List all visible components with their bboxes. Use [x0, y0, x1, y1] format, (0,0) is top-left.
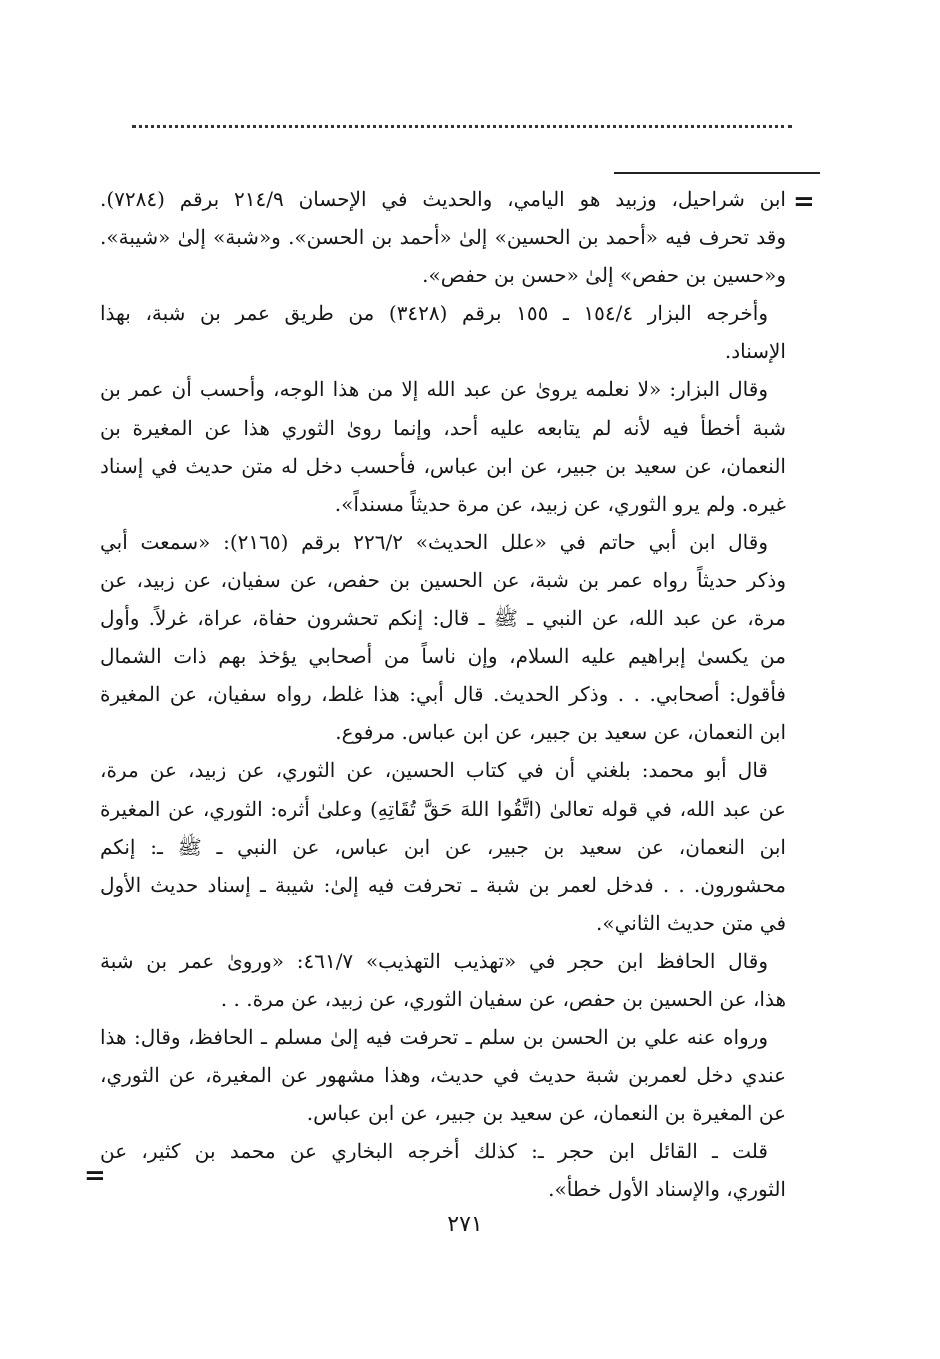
text-line: في متن حديث الثاني».	[596, 910, 786, 935]
text-line: النعمان، عن سعيد بن جبير، عن ابن عباس، فأحسب دخل له متن حديث في إسناد	[100, 453, 786, 478]
text-line: عندي دخل لعمربن شبة حديث في حديث، وهذا مشهور عن المغيرة، عن الثوري،	[100, 1063, 786, 1088]
text-line: عن المغيرة بن النعمان، عن سعيد بن جبير، عن ابن عباس.	[306, 1101, 786, 1126]
text-line: وقال الحافظ ابن حجر في «تهذيب التهذيب» ٤٦١/٧: «وروىٰ عمر بن شبة	[99, 948, 768, 973]
text-line: غيره. ولم يرو الثوري، عن زبيد، عن مرة حديثاً مسنداً».	[334, 491, 786, 516]
text-line: ورواه عنه علي بن الحسن بن سلم ـ تحرفت فيه إلىٰ مسلم ـ الحافظ، وقال: هذا	[99, 1025, 768, 1050]
footnote-paragraph	[100, 370, 786, 522]
text-line: شبة أخطأ فيه لأنه لم يتابعه عليه أحد، وإنما روىٰ الثوري هذا عن المغيرة بن	[100, 415, 786, 440]
text-line: الثوري، والإسناد الأول خطأ».	[548, 1177, 786, 1202]
text-line: و«حسين بن حفص» إلىٰ «حسن بن حفص».	[422, 263, 786, 288]
footnote-paragraph	[100, 523, 786, 752]
text-line: قلت ـ القائل ابن حجر ـ: كذلك أخرجه البخاري عن محمد بن كثير، عن	[100, 1139, 768, 1164]
footnote-rule	[614, 172, 820, 174]
footnote-paragraph	[100, 942, 786, 1018]
text-line: الإسناد.	[724, 339, 786, 364]
footnote-paragraph	[100, 180, 786, 294]
footnote-text	[100, 180, 786, 1209]
footnote-paragraph	[100, 1018, 786, 1132]
text-line: وقد تحرف فيه «أحمد بن الحسين» إلىٰ «أحمد بن الحسن». و«شبة» إلىٰ «شيبة».	[100, 225, 786, 250]
footnote-paragraph	[100, 751, 786, 941]
text-line: ابن النعمان، عن سعيد بن جبير، عن ابن عباس. مرفوع.	[335, 720, 786, 745]
text-line: فأقول: أصحابي. . . وذكر الحديث. قال أبي: هذا غلط، رواه سفيان، عن المغيرة	[100, 682, 786, 707]
text-line: عن عبد الله، في قوله تعالىٰ (اتَّقُوا اللهَ حَقَّ تُقَاتِهِ) وعلىٰ أثره: الثوري، عن المغيرة	[100, 796, 786, 821]
text-line: محشورون. . . فدخل لعمر بن شبة ـ تحرفت فيه إلىٰ: شيبة ـ إسناد حديث الأول	[100, 872, 786, 897]
text-line: ابن شراحيل، وزبيد هو اليامي، والحديث في الإحسان ٢١٤/٩ برقم (٧٢٨٤).	[100, 187, 786, 211]
dotted-separator	[132, 125, 792, 128]
text-line: وأخرجه البزار ١٥٤/٤ ـ ١٥٥ برقم (٣٤٢٨) من طريق عمر بن شبة، بهذا	[100, 301, 768, 326]
text-line: هذا، عن الحسين بن حفص، عن سفيان الثوري، عن زبيد، عن مرة. . .	[220, 986, 786, 1011]
continuation-mark-bottom: =	[84, 1161, 106, 1191]
text-line: قال أبو محمد: بلغني أن في كتاب الحسين، عن الثوري، عن زبيد، عن مرة،	[100, 758, 768, 783]
text-line: وقال البزار: «لا نعلمه يروىٰ عن عبد الله إلا من هذا الوجه، وأحسب أن عمر بن	[100, 377, 768, 402]
text-line: وذكر حديثاً رواه عمر بن شبة، عن الحسين بن حفص، عن سفيان، عن زبيد، عن	[100, 567, 786, 592]
footnote-paragraph	[100, 294, 786, 370]
text-line: من يكسىٰ إبراهيم عليه السلام، وإن ناساً من أصحابي يؤخذ بهم ذات الشمال	[100, 644, 786, 669]
page-number: ٢٧١	[447, 1212, 483, 1237]
text-line: مرة، عن عبد الله، عن النبي ـ ﷺ ـ قال: إنكم تحشرون حفاة، عراة، غرلاً. وأول	[100, 606, 786, 631]
continuation-mark-top: =	[793, 187, 815, 217]
text-line: ابن النعمان، عن سعيد بن جبير، عن ابن عباس، عن النبي ـ ﷺ ـ: إنكم	[100, 834, 786, 859]
footnote-paragraph	[100, 1132, 786, 1208]
text-line: وقال ابن أبي حاتم في «علل الحديث» ٢٢٦/٢ برقم (٢١٦٥): «سمعت أبي	[100, 529, 768, 554]
